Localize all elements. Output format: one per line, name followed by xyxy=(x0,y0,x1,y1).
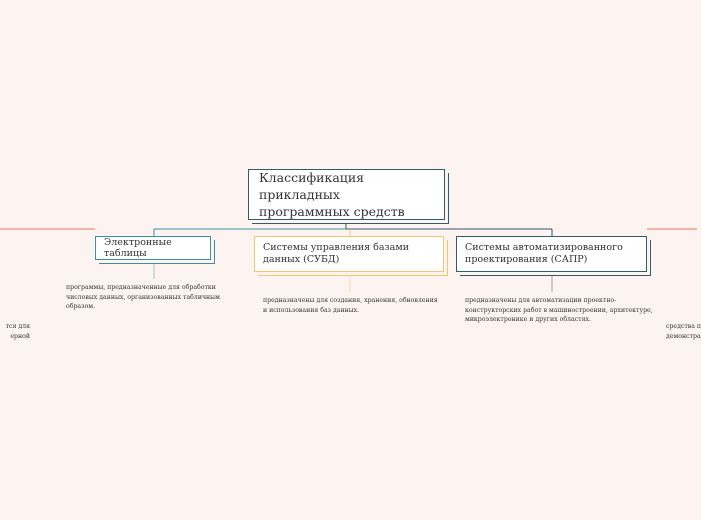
topic-dbms[interactable] xyxy=(254,236,444,272)
partial-left-description[interactable]: тся для ерной xyxy=(5,323,30,340)
topic-spreadsheets[interactable] xyxy=(95,236,211,260)
root-topic-title: Классификация прикладных программных средств xyxy=(259,170,405,219)
cad-description[interactable]: предназначены для автоматизации проектно-конструкторских работ в машиностроении, архитектуре, микроэлектронике и других областях. xyxy=(465,297,653,323)
topic-title: Электронные таблицы xyxy=(104,237,172,259)
topic-cad[interactable] xyxy=(456,236,647,272)
topic-title: Системы управления базами данных (СУБД) xyxy=(263,241,410,265)
topic-title: Системы автоматизированного проектирования (САПР) xyxy=(465,241,623,265)
dbms-description[interactable]: предназначены для создания, хранения, обновления и использования баз данных. xyxy=(263,297,438,314)
spreadsheets-description[interactable]: программы, предназначенные для обработки числовых данных, организованных табличным образом. xyxy=(66,284,220,310)
partial-right-description[interactable]: средства п демонстра xyxy=(666,323,701,340)
root-topic[interactable] xyxy=(248,169,445,220)
